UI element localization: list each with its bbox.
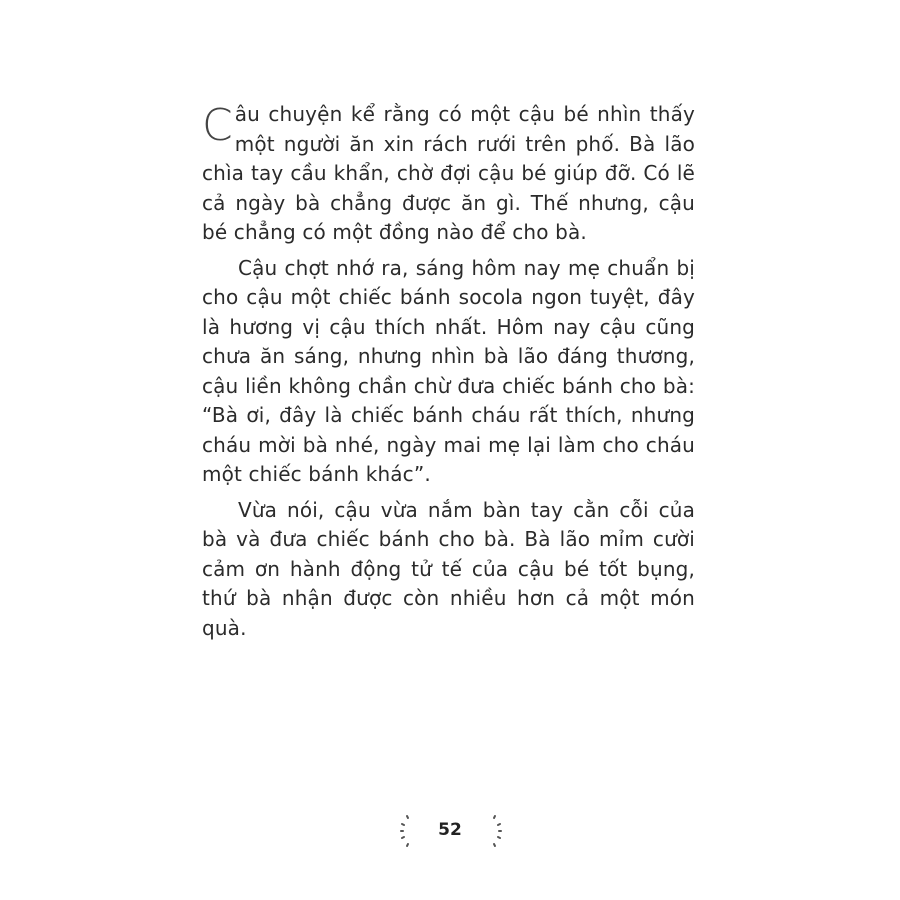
paragraph-3: Vừa nói, cậu vừa nắm bàn tay cằn cỗi của bà và đưa chiếc bánh cho bà. Bà lão mỉm cười cảm ơn hành động tử tế của cậu bé tốt bụng, thứ bà nhận được còn nhiều hơn cả một món quà. xyxy=(202,497,695,640)
dotted-arc-ornament-icon xyxy=(398,810,418,850)
page-number: 52 xyxy=(438,820,462,840)
paragraph-2: Cậu chợt nhớ ra, sáng hôm nay mẹ chuẩn bị cho cậu một chiếc bánh socola ngon tuyệt, đây là hương vị cậu thích nhất. Hôm nay cậu cũng chưa ăn sáng, nhưng nhìn bà lão đáng thương, cậu liền không chần chừ đưa chiếc bánh cho bà: “Bà ơi, đây là chiếc bánh cháu rất thích, nhưng cháu mời bà nhé, ngày mai mẹ lại làm cho cháu một chiếc bánh khác”. xyxy=(202,255,695,486)
story-text xyxy=(202,100,695,643)
drop-cap: C xyxy=(202,100,233,151)
page-footer xyxy=(0,810,900,850)
paragraph-1-text: âu chuyện kể rằng có một cậu bé nhìn thấy một người ăn xin rách rưới trên phố. Bà lão chìa tay cầu khẩn, chờ đợi cậu bé giúp đỡ. Có lẽ cả ngày bà chẳng được ăn gì. Thế nhưng, cậu bé chẳng có một đồng nào để cho bà. xyxy=(202,102,695,244)
paragraph-1 xyxy=(202,100,695,248)
dotted-arc-ornament-icon xyxy=(484,810,504,850)
